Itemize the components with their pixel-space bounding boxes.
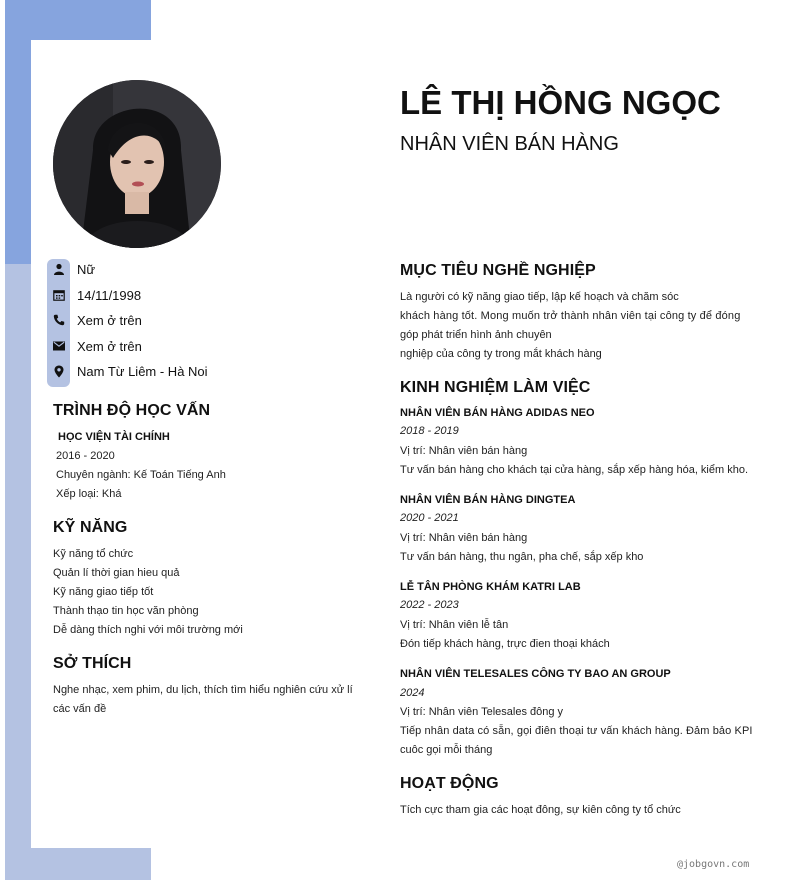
job-position: Vị trí: Nhân viên Telesales đông y <box>400 706 564 718</box>
hobbies-heading: SỞ THÍCH <box>53 655 132 672</box>
job-company: NHÂN VIÊN BÁN HÀNG DINGTEA <box>400 494 576 506</box>
calendar-icon <box>47 289 70 301</box>
job-period: 2018 - 2019 <box>400 425 459 437</box>
activities-heading: HOẠT ĐỘNG <box>400 775 499 792</box>
job-position: Vị trí: Nhân viên bán hàng <box>400 445 528 457</box>
job-company: LỄ TÂN PHÒNG KHÁM KATRI LAB <box>400 581 581 593</box>
experience-heading: KINH NGHIỆM LÀM VIỆC <box>400 379 591 396</box>
objective-line: nghiệp của công ty trong mắt khách hàng <box>400 348 602 360</box>
person-icon <box>47 263 70 275</box>
activities-text: Tích cực tham gia các hoạt đông, sự kiên công ty tổ chức <box>400 804 681 816</box>
education-years: 2016 - 2020 <box>56 450 115 462</box>
contact-gender <box>47 257 95 281</box>
gender-text: Nữ <box>77 261 96 277</box>
skill-item: Quản lí thời gian hieu quả <box>53 567 180 579</box>
candidate-job-title: NHÂN VIÊN BÁN HÀNG <box>400 133 619 155</box>
location-pin-icon <box>47 365 70 378</box>
job-position: Vị trí: Nhân viên lễ tân <box>400 619 509 631</box>
education-grade: Xếp loại: Khá <box>56 488 122 500</box>
objective-line: Là người có kỹ năng giao tiếp, lập kế hoạch và chăm sóc <box>400 291 679 303</box>
skill-item: Kỹ năng giao tiếp tốt <box>53 586 154 598</box>
watermark-text: @jobgovn.com <box>677 859 750 870</box>
skill-item: Dễ dàng thích nghi với môi trường mới <box>53 624 243 636</box>
hobbies-line: các vấn đề <box>53 703 107 715</box>
job-period: 2024 <box>400 687 425 699</box>
job-description: Tư vấn bán hàng, thu ngân, pha chế, sắp xếp kho <box>400 551 644 563</box>
phone-icon <box>47 314 70 326</box>
skills-heading: KỸ NĂNG <box>53 519 128 536</box>
hobbies-line: Nghe nhạc, xem phim, du lịch, thích tìm hiểu nghiên cứu xử lí <box>53 684 353 696</box>
objective-line: góp phát triển hình ảnh chuyên <box>400 329 552 341</box>
job-description: Tiếp nhân data có sẵn, gọi điên thoại tư vấn khách hàng. Đảm bảo KPI <box>400 725 753 737</box>
skill-item: Thành thạo tin học văn phòng <box>53 605 199 617</box>
education-school: HỌC VIỆN TÀI CHÍNH <box>58 431 170 443</box>
contact-birthday <box>47 283 141 307</box>
job-company: NHÂN VIÊN BÁN HÀNG ADIDAS NEO <box>400 407 595 419</box>
address-text: Nam Từ Liêm - Hà Noi <box>77 363 208 379</box>
education-major: Chuyên ngành: Kế Toán Tiếng Anh <box>56 469 226 481</box>
skill-item: Kỹ năng tổ chức <box>53 548 134 560</box>
job-position: Vị trí: Nhân viên bán hàng <box>400 532 528 544</box>
email-text[interactable]: Xem ở trên <box>77 338 142 354</box>
profile-photo <box>53 80 221 248</box>
job-period: 2020 - 2021 <box>400 512 459 524</box>
objective-line: khách hàng tốt. Mong muốn trở thành nhân viên tại công ty để đóng <box>400 310 741 322</box>
job-period: 2022 - 2023 <box>400 599 459 611</box>
contact-phone <box>47 308 142 332</box>
contact-email <box>47 334 142 358</box>
job-description: cuôc gọi mỗi tháng <box>400 744 493 756</box>
candidate-name: LÊ THỊ HỒNG NGỌC <box>400 84 721 121</box>
job-description: Tư vấn bán hàng cho khách tại cửa hàng, sắp xếp hàng hóa, kiểm kho. <box>400 464 749 476</box>
birthday-text: 14/11/1998 <box>77 287 142 303</box>
education-heading: TRÌNH ĐỘ HỌC VẤN <box>53 402 211 419</box>
job-description: Đón tiếp khách hàng, trực đien thoại khách <box>400 638 610 650</box>
contact-address <box>47 359 208 383</box>
objective-heading: MỤC TIÊU NGHỀ NGHIỆP <box>400 262 596 279</box>
job-company: NHÂN VIÊN TELESALES CÔNG TY BAO AN GROUP <box>400 668 671 680</box>
phone-text[interactable]: Xem ở trên <box>77 312 142 328</box>
mail-icon <box>47 341 70 351</box>
